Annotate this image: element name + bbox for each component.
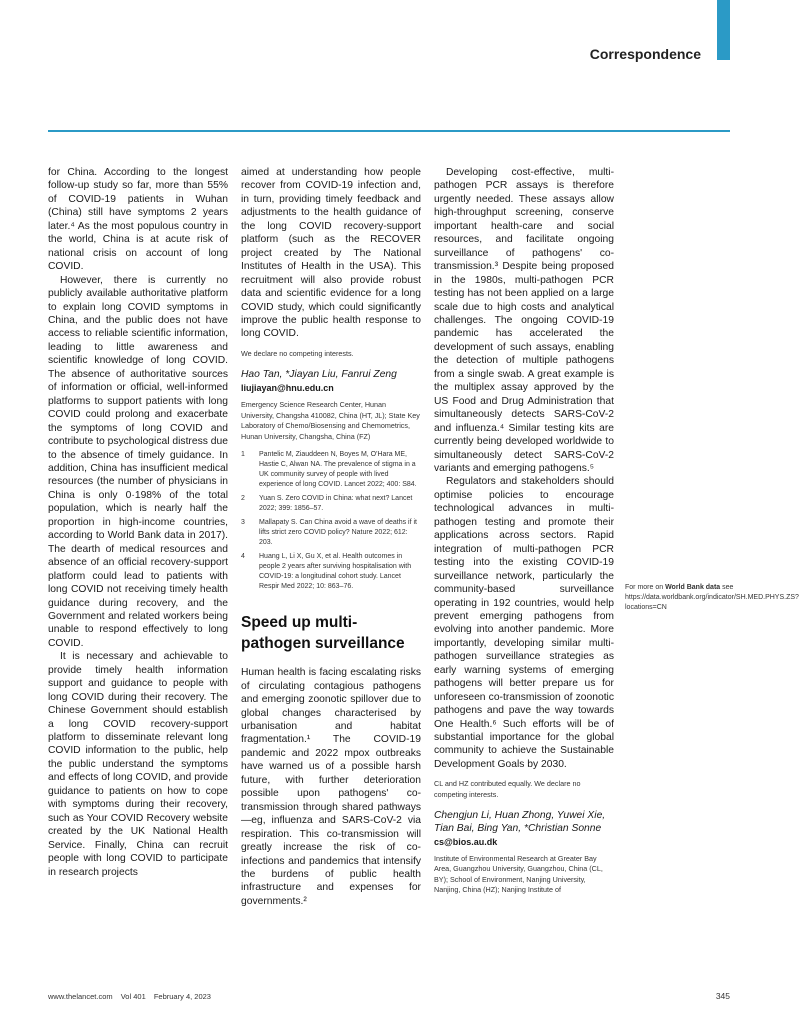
margin-note xyxy=(625,583,799,614)
page-number: 345 xyxy=(715,991,730,1001)
reference-item xyxy=(241,518,421,548)
col2-affiliation: Emergency Science Research Center, Hunan University, Changsha 410082, China (HT, JL); State Key Laboratory of Chemo/Biosensing and Chemometrics, Hunan University, Changsha, China (FZ) xyxy=(241,400,420,441)
col1-paragraph-1: for China. According to the longest follow-up study so far, more than 55% of COVID-19 patients in Wuhan (China) still have symptoms 2 years later.⁴ As the most populous country in the world, China is at acute risk of national crisis on account of long COVID. xyxy=(48,167,228,273)
reference-text: Pantelic M, Ziauddeen N, Boyes M, O'Hara ME, Hastie C, Alwan NA. The prevalence of stigma in a UK community survey of people with lived experience of long COVID. Lancet 2022; 400: S84. xyxy=(259,451,417,489)
reference-number: 1 xyxy=(241,451,245,459)
reference-number: 3 xyxy=(241,519,245,527)
footer-site-link[interactable]: www.thelancet.com xyxy=(48,992,113,1001)
reference-list xyxy=(241,450,421,592)
reference-text: Mallapaty S. Can China avoid a wave of deaths if it lifts strict zero COVID policy? Nature 2022; 612: 203. xyxy=(259,519,417,547)
reference-text: Huang L, Li X, Gu X, et al. Health outcomes in people 2 years after surviving hospitalisation with COVID-19: a longitudinal cohort study. Lancet Respir Med 2022; 10: 863–76. xyxy=(259,553,412,591)
col3-declaration: CL and HZ contributed equally. We declare no competing interests. xyxy=(434,779,581,799)
column-3 xyxy=(434,166,614,904)
header-rule xyxy=(48,130,730,132)
world-bank-data-link[interactable]: World Bank data xyxy=(665,584,721,591)
article-heading: Speed up multi-pathogen surveillance xyxy=(241,614,405,653)
col2-declaration: We declare no competing interests. xyxy=(241,348,354,358)
col3-paragraph-1: Developing cost-effective, multi-pathogen PCR assays is therefore urgently needed. These assays allow high-throughput screening, conserve important health-care and social resources, and facilitate ongoing surveillance of pathogens' co-transmission.³ Despite being proposed in the 1980s, multi-pathogen PCR testing has not been applied on a large scale due to high costs and analytical challenges. The ongoing COVID-19 pandemic has accelerated the development of such assays, enabling the detection of multiple pathogens from a single swab. A great example is the multiplex assay approved by the US Food and Drug Administration that simultaneously detects SARS-CoV-2 and influenza.⁴ Similar testing kits are currently being developed worldwide to simultaneously detect SARS-CoV-2 variants and emerging pathogens.⁵ xyxy=(434,167,614,474)
section-title: Correspondence xyxy=(589,46,701,62)
col3-paragraph-2: Regulators and stakeholders should optimise policies to encourage technological advances in multi-pathogen testing and promote their applications across sectors. Rapid integration of multi-pathogen PCR testing into the existing COVID-19 surveillance network, particularly the community-based surveillance operating in 192 countries, would help prevent emerging pathogens from evolving into another pandemic. More importantly, developing similar multi-pathogen surveillance strategies as early warning systems of emerging pathogens will better prepare us for unforeseen co-transmission of zoonotic pathogens and pave the way towards One Health.⁶ Such efforts will be of substantial importance for the global community to achieve the Sustainable Development Goals by 2030. xyxy=(434,476,614,770)
reference-number: 4 xyxy=(241,553,245,561)
column-1 xyxy=(48,166,228,879)
col2-email-link[interactable]: liujiayan@hnu.edu.cn xyxy=(241,383,334,394)
reference-text: Yuan S. Zero COVID in China: what next? Lancet 2022; 399: 1856–57. xyxy=(259,495,413,513)
reference-item xyxy=(241,494,421,514)
col3-email-link[interactable]: cs@bios.au.dk xyxy=(434,836,498,847)
margin-note-prefix: For more on xyxy=(625,584,666,591)
col1-paragraph-2: However, there is currently no publicly available authoritative platform to explain long COVID symptoms in China, and the public does not have access to reliable scientific information, leading to little awareness and scientific knowledge of long COVID. The absence of authoritative sources of information or official, well-informed platforms to support patients with long COVID could prolong and exacerbate the symptoms of long COVID and contribute to psychological distress due to the absence of timely guidance. In addition, China has insufficient medical resources (the number of physicians in China is only 0·198% of the total population, which is nearly half the proportion in high-income countries, according to World Bank data in 2017). The dearth of medical resources and absence of an official recovery-support platform could lead to patients with long COVID not receiving timely health guidance during recovery, and the Government and related workers being unable to respond effectively to long COVID. xyxy=(48,274,228,649)
footer-info xyxy=(48,992,211,1001)
col1-paragraph-3: It is necessary and achievable to provide timely health information support and guidance to people with long COVID during their recovery. The Chinese Government should establish a long COVID recovery-support platform to disseminate relevant long COVID information to the public, help the public understand the symptoms and effects of long COVID, and provide guidance to patients on how to cope with symptoms during their recovery, such as Your COVID Recovery website created by the UK National Health Service. Finally, China can recruit people with long COVID to participate in research projects xyxy=(48,651,228,878)
reference-item xyxy=(241,552,421,592)
col3-authors: Chengjun Li, Huan Zhong, Yuwei Xie, Tian Bai, Bing Yan, *Christian Sonne xyxy=(434,809,606,834)
reference-number: 2 xyxy=(241,495,245,503)
footer-date: February 4, 2023 xyxy=(153,992,211,1001)
footer-volume: Vol 401 xyxy=(120,992,146,1001)
col3-affiliation: Institute of Environmental Research at Greater Bay Area, Guangzhou University, Guangzhou, China (CL, BY); School of Environment, Nanjing University, Nanjing, China (HZ); Nanjing Institute of xyxy=(434,853,603,895)
margin-note-url[interactable]: see https://data.worldbank.org/indicator/SH.MED.PHYS.ZS?locations=CN xyxy=(625,584,799,612)
section-color-tab xyxy=(717,0,730,60)
reference-item xyxy=(241,450,421,490)
col2-paragraph-1: aimed at understanding how people recover from COVID-19 infection and, in turn, providing timely feedback and adjustments to the health guidance of the long COVID recovery-support platform (such as the RECOVER project created by The National Institutes of Health in the USA). This recruitment will also provide robust data and scientific evidence for a long COVID study, which could significantly improve the public health response to long COVID. xyxy=(241,167,421,340)
col2-paragraph-2: Human health is facing escalating risks of circulating contagious pathogens and emerging zoonotic spillover due to global changes characterised by urbanisation and habitat fragmentation.¹ The COVID-19 pandemic and 2022 mpox outbreaks have warned us of a possible harsh future, with further deterioration possible upon pathogens' co-transmission through shared pathways—eg, influenza and SARS-CoV-2 via respiration. This co-transmission will greatly increase the risk of co-infections and pandemics that intensify the burdens of public health infrastructure and expenses for governments.² xyxy=(241,667,421,907)
col2-authors: Hao Tan, *Jiayan Liu, Fanrui Zeng xyxy=(241,369,397,381)
column-2 xyxy=(241,166,421,908)
